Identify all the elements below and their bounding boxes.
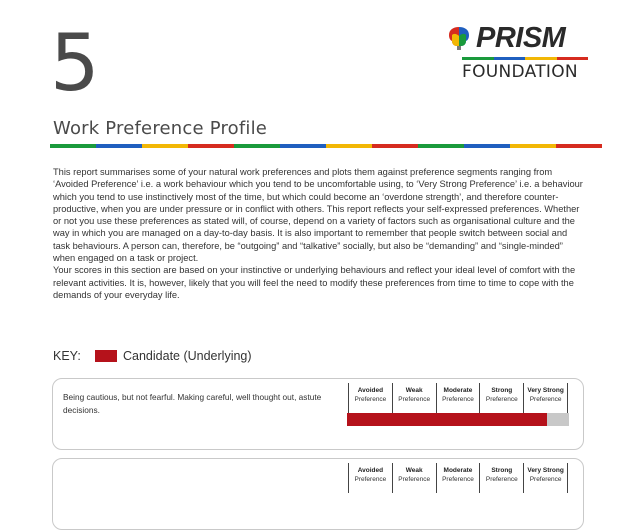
prism-logo [446, 22, 596, 92]
candidate-label: Candidate (Underlying) [123, 349, 252, 363]
candidate-swatch [95, 350, 117, 362]
color-divider [50, 144, 602, 148]
scale-headers [348, 383, 568, 413]
intro-paragraph: Your scores in this section are based on your instinctive or underlying behaviours and reflect your ideal level of comfort with the relevant activities. It is, however, likely that you will feel the need to modify these preferences from time to time to cope with the demands of your everyday life. [53, 265, 576, 300]
preference-description: Being cautious, but not fearful. Making careful, well thought out, astute decisions. [63, 392, 322, 415]
scale-col-moderate: Moderate Preference [436, 383, 480, 413]
page-title: Work Preference Profile [53, 118, 268, 139]
legend-key [53, 347, 252, 365]
logo-subtitle: FOUNDATION [462, 62, 578, 82]
scale-col-moderate: Moderate Preference [436, 463, 480, 493]
logo-color-bar [462, 57, 588, 60]
intro-paragraph: This report summarises some of your natural work preferences and plots them against preference segments ranging from ‘Avoided Preference’ i.e. a work behaviour which you tend to be uncomfortable using, to ‘Very Strong Preference’ i.e. a behaviour which you tend to use instinctively most of the time, but which could become an ‘overdone strength’, and therefore counter-productive, when you are under pressure or in conflict with others. This report reflects your self-expressed preferences. Whether or not you use these preferences as stated will, of course, depend on a variety of factors such as organisational culture and the way in which you are managed on a day-to-day basis. It is also important to remember that people switch between social and task behaviours. A person can, therefore, be “outgoing” and “talkative” socially, but also be “demanding” and “single-minded” when engaged on a task or project. [53, 167, 583, 264]
preference-card [52, 458, 584, 530]
scale-col-very-strong: Very Strong Preference [523, 383, 568, 413]
preference-card [52, 378, 584, 450]
key-label: KEY: [53, 349, 81, 363]
intro-text [53, 166, 583, 301]
section-number: 5 [50, 19, 100, 109]
scale-col-weak: Weak Preference [392, 383, 436, 413]
scale-col-avoided: Avoided Preference [348, 383, 392, 413]
score-track [347, 413, 569, 426]
logo-wordmark: PRISM [476, 22, 566, 54]
scale-col-very-strong: Very Strong Preference [523, 463, 568, 493]
scale-headers [348, 463, 568, 493]
scale-col-avoided: Avoided Preference [348, 463, 392, 493]
brain-icon [446, 25, 472, 51]
scale-col-strong: Strong Preference [479, 383, 523, 413]
scale-col-weak: Weak Preference [392, 463, 436, 493]
candidate-score-bar [347, 413, 547, 426]
scale-col-strong: Strong Preference [479, 463, 523, 493]
